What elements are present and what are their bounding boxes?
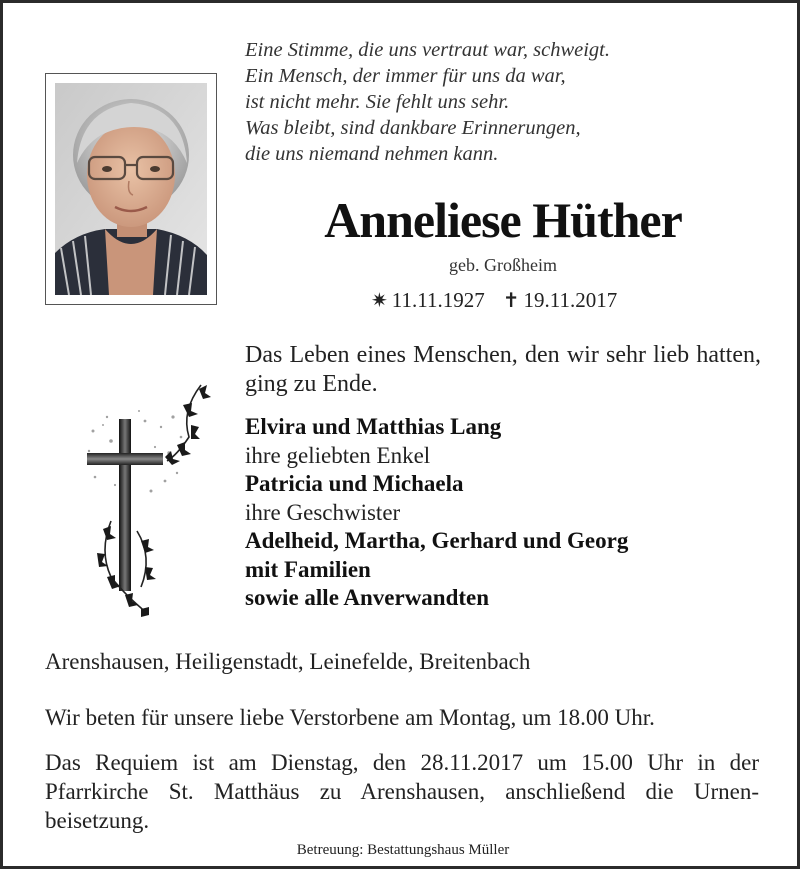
poem-line: Was bleibt, sind dankbare Erinnerungen, <box>245 117 581 139</box>
prayer-notice: Wir beten für unsere liebe Verstorbene am Montag, um 18.00 Uhr. <box>45 705 655 730</box>
mourner-line: ihre Geschwister <box>245 499 401 525</box>
cross-with-ivy-icon <box>81 381 211 621</box>
mourner-line: Patricia und Michaela <box>245 471 464 496</box>
poem-line: ist nicht mehr. Sie fehlt uns sehr. <box>245 91 510 113</box>
mourner-line: Elvira und Matthias Lang <box>245 414 502 439</box>
mourner-line: Adelheid, Martha, Gerhard und Georg <box>245 528 629 553</box>
poem <box>245 37 725 167</box>
requiem-line: beisetzung. <box>45 808 150 833</box>
mourner-line: ihre geliebten Enkel <box>245 442 431 468</box>
mourner-line: sowie alle Anverwandten <box>245 585 490 610</box>
poem-line: Eine Stimme, die uns vertraut war, schweigt. <box>245 39 610 61</box>
life-dates <box>371 288 671 313</box>
requiem-notice <box>45 748 759 835</box>
birth-name: geb. Großheim <box>449 255 557 275</box>
birth-date: 11.11.1927 <box>391 288 485 312</box>
requiem-line: Pfarrkirche St. Matthäus zu Arenshausen, anschließend die Urnen- <box>45 779 759 804</box>
requiem-line: Das Requiem ist am Dienstag, den 28.11.2017 um 15.00 Uhr in der <box>45 750 759 775</box>
places: Arenshausen, Heiligenstadt, Leinefelde, Breitenbach <box>45 649 531 674</box>
funeral-home-credit: Betreuung: Bestattungshaus Müller <box>296 842 510 858</box>
portrait-frame <box>45 73 217 305</box>
portrait-photo <box>55 83 207 295</box>
mourners-list <box>245 413 745 613</box>
death-cross-icon: ✝ <box>502 290 520 312</box>
intro-text: Das Leben eines Menschen, den wir sehr lieb hatten, ging zu Ende. <box>245 342 761 397</box>
poem-line: Ein Mensch, der immer für uns da war, <box>245 65 566 87</box>
deceased-name: Anneliese Hüther <box>324 192 682 248</box>
mourner-line: mit Familien <box>245 556 371 582</box>
birth-star-icon: ✷ <box>371 290 388 312</box>
death-date: 19.11.2017 <box>523 288 618 312</box>
poem-line: die uns niemand nehmen kann. <box>245 143 499 165</box>
